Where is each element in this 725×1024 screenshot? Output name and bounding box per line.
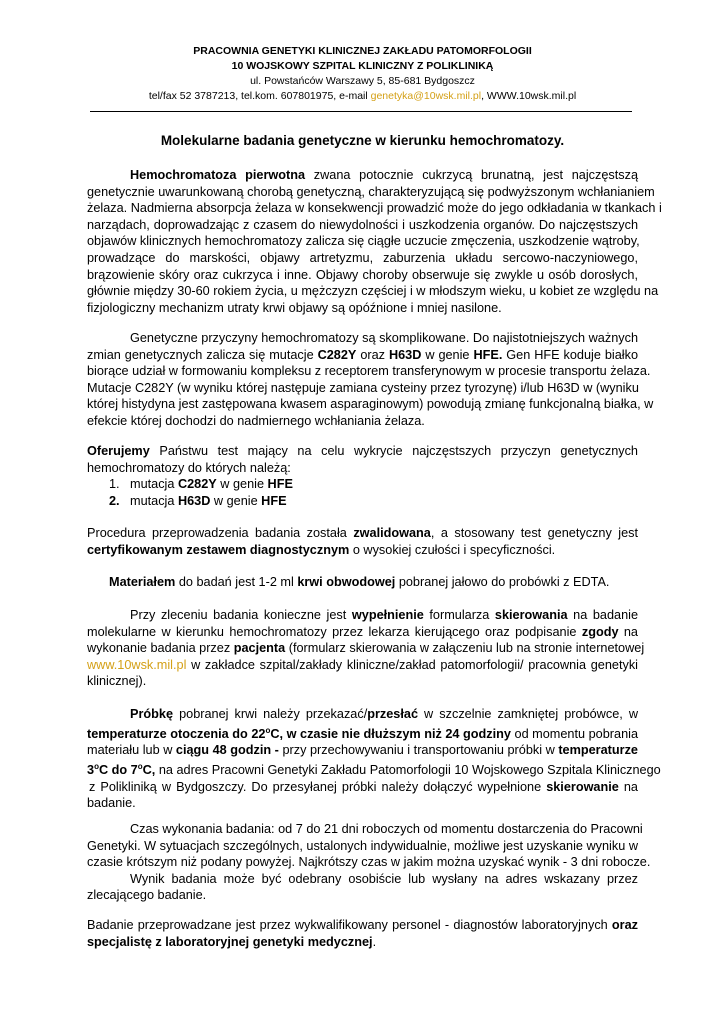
text-line: z Polikliniką w Bydgoszczy. Do przesyłanej próbki należy dołączyć wypełnione skierowanie na <box>89 779 638 794</box>
text-line: efekcie której dochodzi do nadmiernego wchłaniania żelaza. <box>87 413 425 428</box>
header-address: ul. Powstańców Warszawy 5, 85-681 Bydgoszcz <box>250 75 475 87</box>
text-line: Wynik badania może być odebrany osobiście lub wysłany na adres wskazany przez <box>130 871 638 886</box>
text-line: temperaturze otoczenia do 22$^o$C, w czasie nie dłuższym niż 24 godziny od momentu pobrania <box>87 725 639 741</box>
text-line: Genetyczne przyczyny hemochromatozy są skomplikowane. Do najistotniejszych ważnych <box>130 331 638 345</box>
website-link[interactable]: www.10wsk.mil.pl <box>87 657 187 672</box>
header-phone: tel/fax 52 3787213, tel.kom. 607801975, e-mail <box>148 90 371 102</box>
header-www: , WWW.10wsk.mil.pl <box>481 90 577 102</box>
list-item: 2. mutacja H63D w genie HFE <box>109 493 287 508</box>
paragraph-offer <box>87 443 638 509</box>
text-line: Genetyki. W sytuacjach szczególnych, ustalonych indywidualnie, możliwe jest uzyskanie wyniku w <box>87 838 638 853</box>
paragraph-referral <box>87 607 645 690</box>
text-line: 3$^o$C do 7$^o$C, na adres Pracowni Genetyki Zakładu Patomorfologii 10 Wojskowego Szpitala Klinicznego <box>87 762 661 778</box>
text-line: biorące udział w formowaniu kompleksu z receptorem transferynowym w procesie transportu żelaza. <box>87 364 651 379</box>
text-line: specjalistę z laboratoryjnej genetyki medycznej. <box>87 934 377 949</box>
text-line: Próbkę pobranej krwi należy przekazać/przesłać w szczelnie zamkniętej probówce, w <box>130 707 638 721</box>
paragraph-sample <box>87 706 661 812</box>
text-line: żelaza. Nadmierna absorpcja żelaza w konsekwencji prowadzić może do jego odkładania w tkankach i <box>87 201 662 216</box>
header-hospital: 10 WOJSKOWY SZPITAL KLINICZNY Z POLIKLINIKĄ <box>231 60 494 72</box>
text-line: Czas wykonania badania: od 7 do 21 dni roboczych od momentu dostarczenia do Pracowni <box>130 822 643 836</box>
text-line: Mutacje C282Y (w wyniku której następuje zamiana cysteiny przez tyrozynę) i/lub H63D w (wyniku <box>87 380 639 395</box>
header-divider <box>90 111 632 112</box>
paragraph-procedure <box>87 525 638 558</box>
text-line: klinicznej). <box>87 674 147 689</box>
text-line: Oferujemy Państwu test mający na celu wykrycie najczęstszych przyczyn genetycznych <box>87 444 638 458</box>
text-line: www.10wsk.mil.pl w zakładce szpital/zakłady kliniczne/zakład patomorfologii/ pracownia genetyki <box>87 657 638 672</box>
text-line: certyfikowanym zestawem diagnostycznym o wysokiej czułości i specyficzności. <box>87 542 556 557</box>
text-line: głównie między 30-60 rokiem życia, u mężczyzn częściej i w młodszym wieku, u kobiet ze względu na <box>87 284 659 299</box>
mutation-list <box>87 476 638 509</box>
text-line: czasie krótszym niż podany powyżej. Najkrótszy czas w jakim można uzyskać wynik - 3 dni robocze. <box>87 855 651 870</box>
list-item: 1. mutacja C282Y w genie HFE <box>109 477 293 492</box>
text-line: hemochromatozy do których należą: <box>87 460 291 475</box>
paragraph-genetics <box>87 330 654 430</box>
text-line: molekularne w kierunku hemochromatozy przez lekarza kierującego oraz podpisanie zgody na <box>87 624 638 639</box>
page-title: Molekularne badania genetyczne w kierunku hemochromatozy. <box>160 133 565 148</box>
text-line: Procedura przeprowadzenia badania została zwalidowana, a stosowany test genetyczny jest <box>87 526 638 540</box>
text-line: zlecającego badanie. <box>87 888 207 903</box>
paragraph-intro <box>87 167 662 316</box>
text-line: materiału lub w ciągu 48 godzin - przy przechowywaniu i transportowaniu próbki w temperaturze <box>87 743 638 758</box>
paragraph-material <box>87 574 638 591</box>
text-line: prowadzące do marskości, objawy artretyzmu, zaburzenia układu sercowo-naczyniowego, <box>87 250 638 265</box>
text-line: Badanie przeprowadzane jest przez wykwalifikowany personel - diagnostów laboratoryjnych oraz <box>87 918 638 932</box>
text-line: wykonanie badania przez pacjenta (formularz skierowania w załączeniu lub na stronie internetowej <box>87 641 645 656</box>
text-line: brązowienie skóry oraz cukrzyca i inne. Objawy choroby obserwuje się zwykle u osób dorosłych, <box>87 267 638 282</box>
paragraph-timing <box>87 821 651 904</box>
header-contact <box>0 88 725 105</box>
text-line: zmian genetycznych zalicza się mutacje C282Y oraz H63D w genie HFE. Gen HFE koduje białko <box>87 347 639 362</box>
header-institution: PRACOWNIA GENETYKI KLINICZNEJ ZAKŁADU PATOMORFOLOGII <box>193 45 532 57</box>
text-line: Przy zleceniu badania konieczne jest wypełnienie formularza skierowania na badanie <box>130 608 638 622</box>
text-line: genetycznie uwarunkowaną chorobą genetyczną, charakteryzującą się podwyższonym wchłanianiem <box>87 184 655 199</box>
text-line: objawów klinicznych hemochromatozy zalicza się ciągłe uczucie zmęczenia, uszkodzenie wątroby, <box>87 234 640 249</box>
email-link[interactable]: genetyka@10wsk.mil.pl <box>370 90 482 102</box>
text-line: Hemochromatoza pierwotna zwana potocznie cukrzycą brunatną, jest najczęstszą <box>130 168 639 182</box>
text-line: Materiałem do badań jest 1-2 ml krwi obwodowej pobranej jałowo do probówki z EDTA. <box>109 575 610 589</box>
text-line: fizjologiczny mechanizm utraty krwi objawy są opóźnione i mniej nasilone. <box>87 300 502 315</box>
text-line: badanie. <box>87 796 136 811</box>
text-line: narządach, doprowadzając z czasem do niewydolności i uszkodzenia organów. Do najczęstszych <box>87 217 638 232</box>
paragraph-personnel <box>87 917 638 950</box>
text-line: której histydyna jest zastępowana kwasem asparaginowym) powodują zmianę funkcjonalną białka, w <box>87 397 654 412</box>
